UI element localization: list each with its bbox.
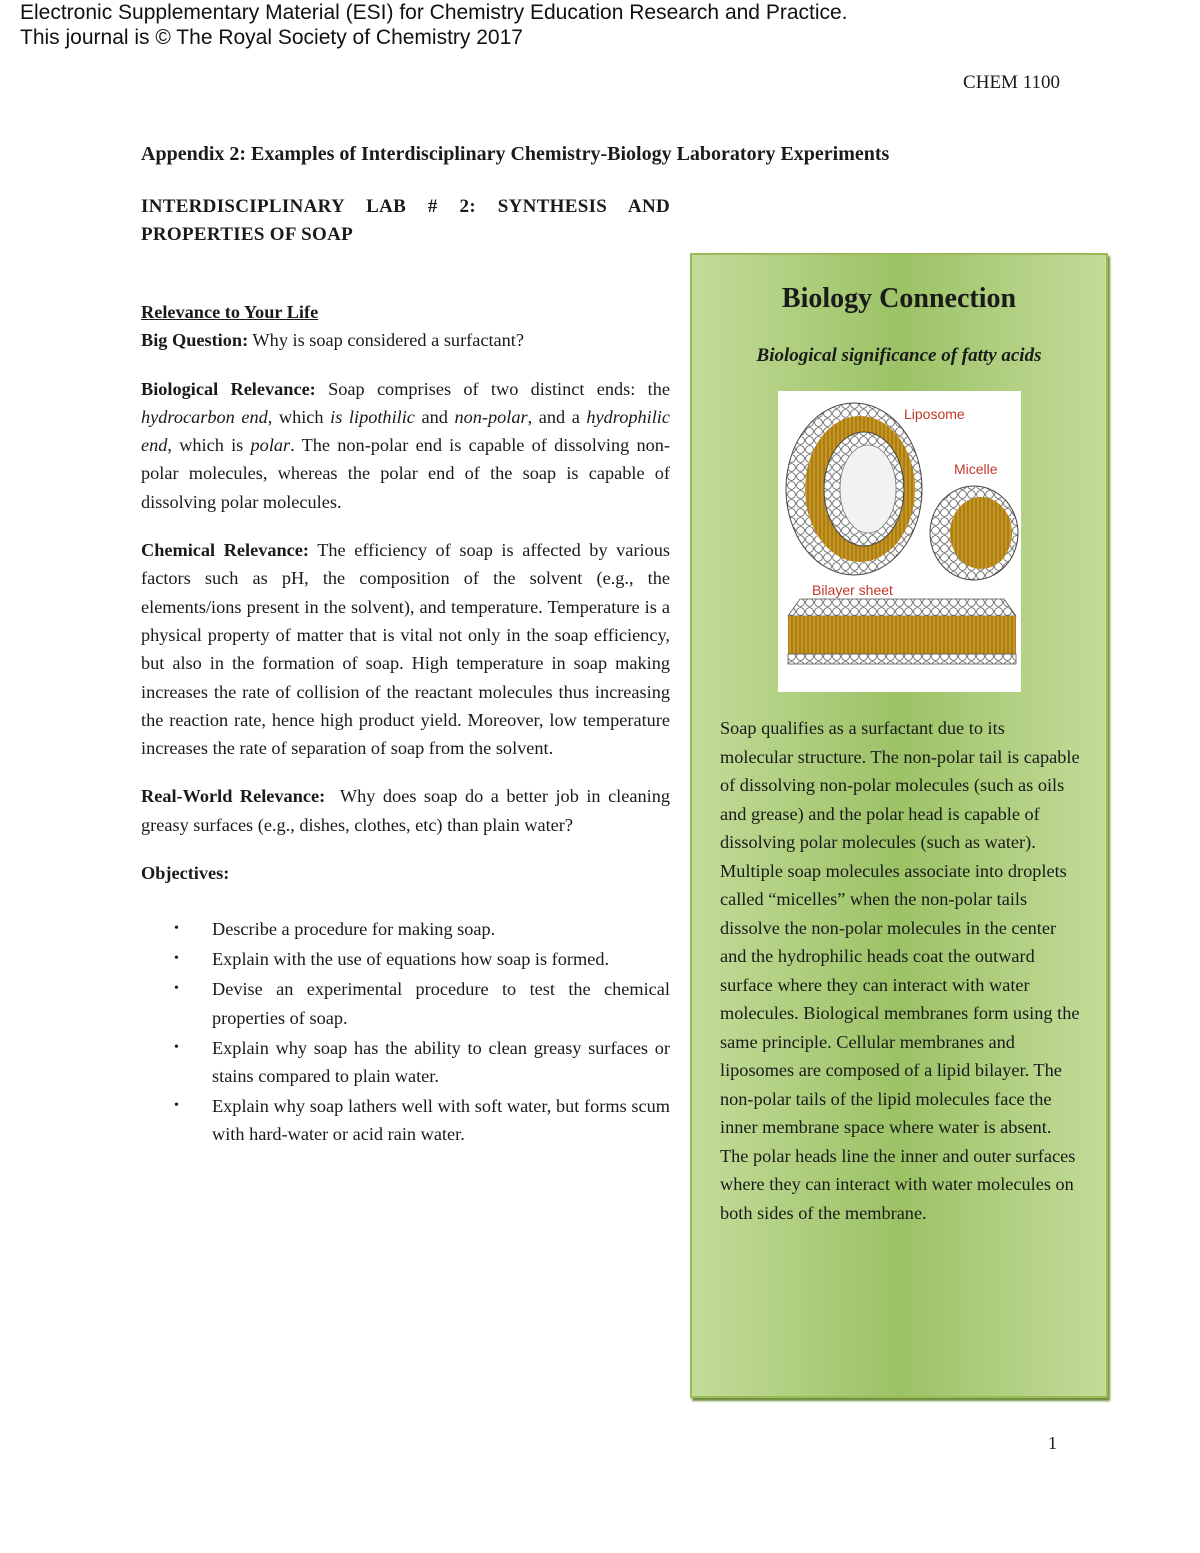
- objective-text: Describe a procedure for making soap.: [212, 919, 496, 940]
- bio-text-1: Soap comprises of two distinct ends: the: [328, 378, 670, 399]
- micelle-icon: [930, 486, 1018, 580]
- chem-label: Chemical Relevance:: [141, 540, 309, 561]
- list-item: [141, 1092, 670, 1149]
- course-code: CHEM 1100: [963, 72, 1060, 93]
- relevance-heading: Relevance to Your Life: [141, 302, 319, 322]
- bio-italic-3: non-polar: [454, 406, 528, 427]
- bio-text-6: . The non-polar end is capable of dissolving non-polar molecules, whereas the polar end of the soap is capable of dissolving polar molecules.: [141, 435, 671, 512]
- bio-text-2: , which: [267, 406, 331, 427]
- main-column: [141, 298, 670, 1150]
- bilayer-label: Bilayer sheet: [812, 582, 893, 598]
- biological-relevance: [141, 375, 670, 516]
- objective-text: Explain with the use of equations how soap is formed.: [212, 949, 610, 970]
- list-item: [141, 975, 670, 1032]
- box-title: Biology Connection: [781, 283, 1017, 314]
- bilayer-sheet-icon: [788, 599, 1016, 664]
- objective-text: Devise an experimental procedure to test the chemical properties of soap.: [212, 979, 670, 1028]
- bio-italic-5: polar: [250, 435, 291, 456]
- micelle-label: Micelle: [954, 461, 998, 477]
- real-label: Real-World Relevance:: [141, 786, 326, 807]
- chem-text: The efficiency of soap is affected by various factors such as pH, the composition of the solvent (e.g., the elements/ions present in the solvent), and temperature. Temperature is a physical property of matter that is vital not only in the soap efficiency, but also in the formation of soap. High temperature in soap making increases the rate of collision of the reactant molecules thus increasing the reaction rate, hence high product yield. Moreover, low temperature increases the rate of separation of soap from the solvent.: [141, 540, 670, 759]
- objective-text: Explain why soap has the ability to clean greasy surfaces or stains compared to plain water.: [212, 1037, 670, 1086]
- lab-title: INTERDISCIPLINARY LAB # 2: SYNTHESIS AND PROPERTIES OF SOAP: [141, 196, 670, 245]
- chemical-relevance: [141, 536, 670, 762]
- esi-header: [20, 0, 848, 50]
- box-subtitle: Biological significance of fatty acids: [756, 345, 1042, 366]
- big-question: [141, 326, 670, 354]
- list-item: [141, 1034, 670, 1091]
- lipid-structures-figure: [778, 391, 1021, 692]
- bullet-icon: •: [174, 921, 179, 937]
- bio-italic-2: is lipothilic: [330, 406, 415, 427]
- bio-italic-4: hydrophilic end: [141, 406, 670, 456]
- bullet-icon: •: [174, 951, 179, 967]
- objectives-heading: Objectives:: [141, 863, 230, 884]
- objective-text: Explain why soap lathers well with soft water, but forms scum with hard-water or acid rain water.: [212, 1095, 670, 1145]
- real-text: Why does soap do a better job in cleaning greasy surfaces (e.g., dishes, clothes, etc) than plain water?: [141, 786, 670, 835]
- esi-line-2: This journal is © The Royal Society of Chemistry 2017: [20, 26, 523, 49]
- bio-text-5: , which is: [167, 435, 251, 456]
- bullet-icon: •: [174, 981, 179, 997]
- bullet-icon: •: [174, 1039, 179, 1055]
- big-question-label: Big Question:: [141, 330, 249, 351]
- big-question-text: Why is soap considered a surfactant?: [252, 330, 524, 351]
- list-item: [141, 945, 670, 973]
- box-body-text: Soap qualifies as a surfactant due to its molecular structure. The non-polar tail is capable of dissolving non-polar molecules (such as oils and grease) and the polar head is capable of dissolving polar molecules (such as water). Multiple soap molecules associate into droplets called “micelles” when the non-polar tails dissolve the non-polar molecules in the center and the hydrophilic heads coat the outward surface where they can interact with water molecules. Biological membranes form using the same principle. Cellular membranes and liposomes are composed of a lipid bilayer. The non-polar tails of the lipid molecules face the inner membrane space where water is absent. The polar heads line the inner and outer surfaces where they can interact with water molecules on both sides of the membrane.: [720, 718, 1080, 1223]
- real-world-relevance: [141, 782, 670, 839]
- bullet-icon: •: [174, 1097, 179, 1113]
- esi-line-1: Electronic Supplementary Material (ESI) for Chemistry Education Research and Practice.: [20, 1, 848, 24]
- bio-text-3: and: [414, 406, 455, 427]
- objectives-list: [141, 915, 670, 1148]
- page-number: 1: [1048, 1433, 1057, 1453]
- list-item: [141, 915, 670, 943]
- appendix-title: Appendix 2: Examples of Interdisciplinary Chemistry-Biology Laboratory Experiments: [141, 143, 890, 165]
- bio-text-4: , and a: [527, 406, 587, 427]
- bio-label: Biological Relevance:: [141, 378, 316, 399]
- liposome-icon: [786, 403, 922, 575]
- liposome-label: Liposome: [904, 406, 965, 422]
- lipid-structures-diagram: [778, 391, 1021, 692]
- biology-connection-box: [690, 253, 1108, 1398]
- bio-italic-1: hydrocarbon end: [141, 406, 268, 427]
